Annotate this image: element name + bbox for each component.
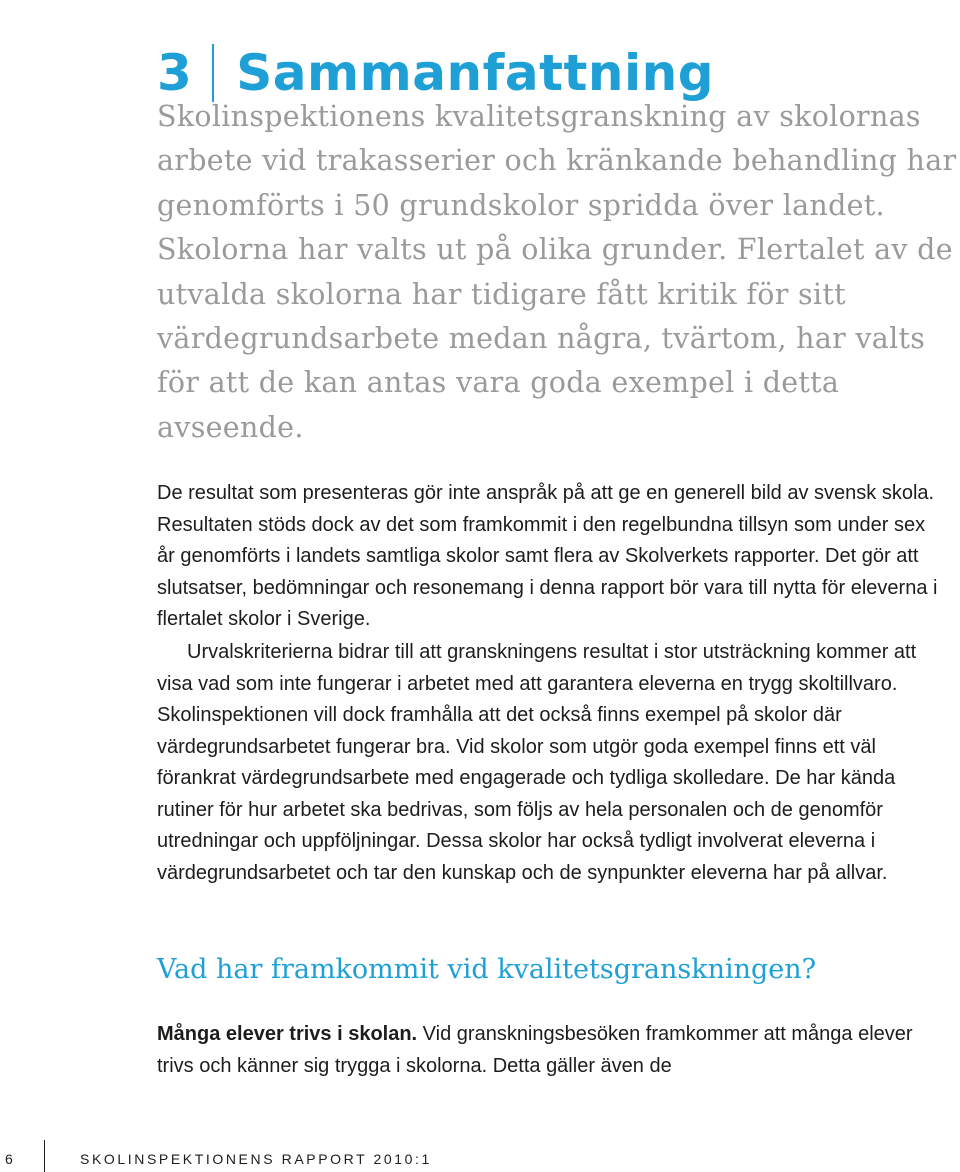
body-paragraph-3 xyxy=(157,1019,947,1082)
lead-paragraph: Skolinspektionens kvalitetsgranskning av skolornas arbete vid trakasserier och kränkande behandling har genomförts i 50 grundskolor spridda över landet. Skolorna har valts ut på olika grunder. Flertalet av de utvalda skolorna har tidigare fått kritik för sitt värdegrundsarbete medan några, tvärtom, har valts för att de kan antas vara goda exempel i detta avseende. xyxy=(157,100,957,444)
page-number: 6 xyxy=(5,1151,13,1167)
chapter-number: 3 xyxy=(157,43,193,102)
running-title: SKOLINSPEKTIONENS RAPPORT 2010:1 xyxy=(80,1151,432,1167)
page-footer xyxy=(0,1140,960,1172)
section-subheading: Vad har framkommit vid kvalitetsgranskningen? xyxy=(157,954,817,985)
body-paragraph-2: Urvalskriterierna bidrar till att granskningens resultat i stor utsträckning kommer att visa vad som inte fungerar i arbetet med att garantera eleverna en trygg skoltillvaro. Skolinspektionen vill dock framhålla att det också finns exempel på skolor där värdegrundsarbetet fungerar bra. Vid skolor som utgör goda exempel finns ett väl förankrat värdegrundsarbete med engagerade och tydliga skolledare. De har kända rutiner för hur arbetet ska bedrivas, som följs av hela personalen och de genomför utredningar och uppföljningar. Dessa skolor har också tydligt involverat eleverna i värdegrundsarbetet och tar den kunskap och de synpunkter eleverna har på allvar. xyxy=(157,641,917,884)
chapter-title: Sammanfattning xyxy=(236,43,714,102)
chapter-divider xyxy=(212,44,214,102)
paragraph-text: Vid granskningsbesöken framkommer att många elever trivs och känner sig trygga i skolorna. Detta gäller även de xyxy=(157,1023,913,1077)
footer-divider xyxy=(44,1140,45,1172)
paragraph-bold-lead: Många elever trivs i skolan. xyxy=(157,1023,418,1045)
body-paragraph-1: De resultat som presenteras gör inte anspråk på att ge en generell bild av svensk skola. Resultaten stöds dock av det som framkommit i den regelbundna tillsyn som under sex år genomförts i landets samtliga skolor samt flera av Skolverkets rapporter. Det gör att slutsatser, bedömningar och resonemang i denna rapport bör vara till nytta för eleverna i flertalet skolor i Sverige. xyxy=(157,482,938,630)
